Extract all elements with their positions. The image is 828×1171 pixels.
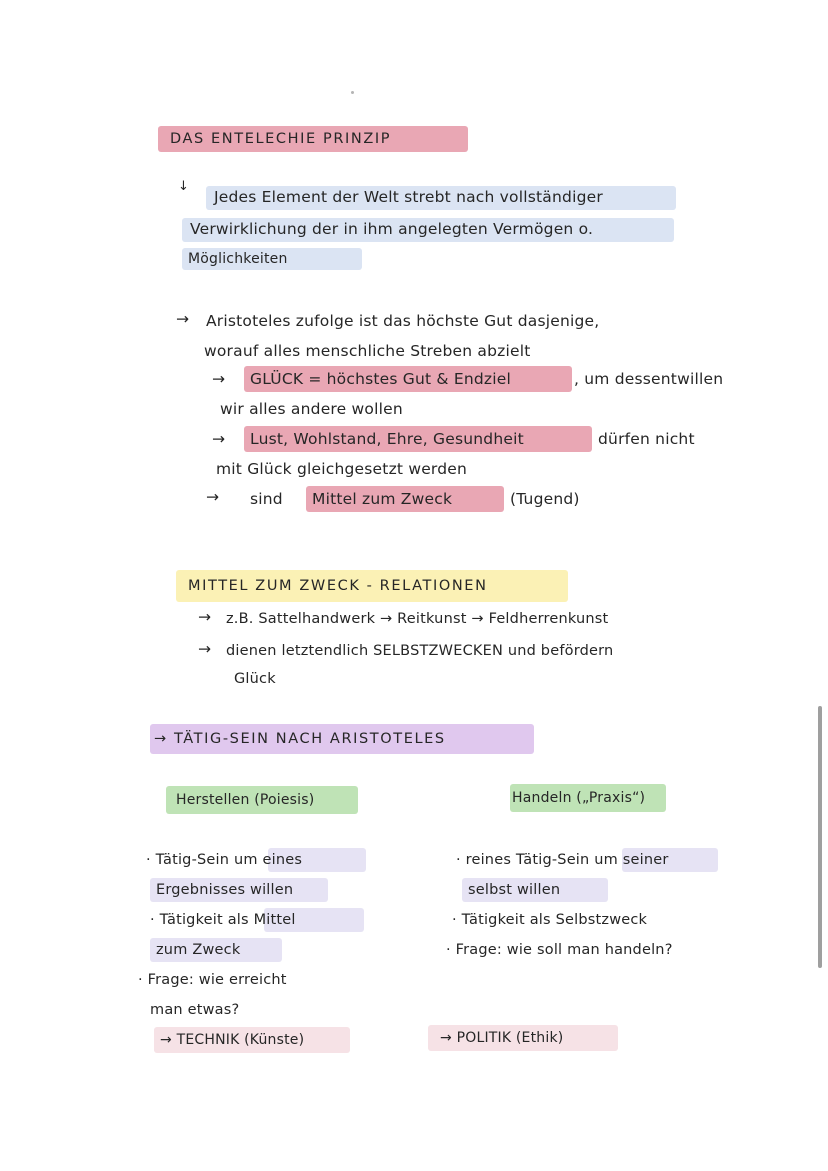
aristoteles-line-4: wir alles andere wollen <box>220 400 403 418</box>
poiesis-line-1: · Tätig-Sein um eines <box>146 852 303 868</box>
aristoteles-line-7-rest: (Tugend) <box>510 490 580 508</box>
handeln-heading: Handeln („Praxis“) <box>512 790 646 806</box>
praxis-line-4: · Frage: wie soll man handeln? <box>446 942 673 958</box>
praxis-line-3: · Tätigkeit als Selbstzweck <box>452 912 648 928</box>
entelechie-line-2: Verwirklichung der in ihm angelegten Vermögen o. <box>190 220 594 238</box>
poiesis-line-6: man etwas? <box>150 1002 240 1018</box>
aristoteles-line-7-prefix: sind <box>250 490 283 508</box>
entelechie-line-3: Möglichkeiten <box>188 251 288 267</box>
glueck-definition: GLÜCK = höchstes Gut & Endziel <box>250 370 511 388</box>
scrollbar-thumb[interactable] <box>818 706 822 968</box>
praxis-line-1: · reines Tätig-Sein um seiner <box>456 852 669 868</box>
herstellen-heading: Herstellen (Poiesis) <box>176 792 315 808</box>
glueck-word: Glück <box>234 671 276 687</box>
aristoteles-line-2: worauf alles menschliche Streben abzielt <box>204 342 531 360</box>
glueck-definition-rest: , um dessentwillen <box>574 370 724 388</box>
goods-list: Lust, Wohlstand, Ehre, Gesundheit <box>250 430 524 448</box>
section-title-mittel: MITTEL ZUM ZWECK - RELATIONEN <box>188 578 488 594</box>
technik-result: → TECHNIK (Künste) <box>160 1032 305 1048</box>
ink-dot <box>351 91 354 94</box>
poiesis-line-3: · Tätigkeit als Mittel <box>150 912 296 928</box>
section-title-entelechie: DAS ENTELECHIE PRINZIP <box>170 131 392 147</box>
down-arrow-icon: ↓ <box>178 179 190 194</box>
arrow-icon: → <box>212 430 226 448</box>
arrow-icon: → <box>176 310 190 328</box>
poiesis-line-5: · Frage: wie erreicht <box>138 972 287 988</box>
praxis-line-2: selbst willen <box>468 882 561 898</box>
poiesis-line-4: zum Zweck <box>156 942 241 958</box>
arrow-icon: → <box>212 370 226 388</box>
goods-list-rest: dürfen nicht <box>598 430 695 448</box>
entelechie-line-1: Jedes Element der Welt strebt nach vollständiger <box>214 188 603 206</box>
section-title-taetig-sein: → TÄTIG-SEIN NACH ARISTOTELES <box>154 731 446 747</box>
arrow-icon: → <box>198 640 212 658</box>
poiesis-line-2: Ergebnisses willen <box>156 882 294 898</box>
aristoteles-line-6: mit Glück gleichgesetzt werden <box>216 460 468 478</box>
aristoteles-line-1: Aristoteles zufolge ist das höchste Gut dasjenige, <box>206 312 600 330</box>
arrow-icon: → <box>206 488 220 506</box>
arrow-icon: → <box>198 608 212 626</box>
means-to-end: Mittel zum Zweck <box>312 490 453 508</box>
selbstzweck-line: dienen letztendlich SELBSTZWECKEN und befördern <box>226 643 614 659</box>
politik-result: → POLITIK (Ethik) <box>440 1030 564 1046</box>
example-chain: z.B. Sattelhandwerk → Reitkunst → Feldherrenkunst <box>226 611 609 627</box>
